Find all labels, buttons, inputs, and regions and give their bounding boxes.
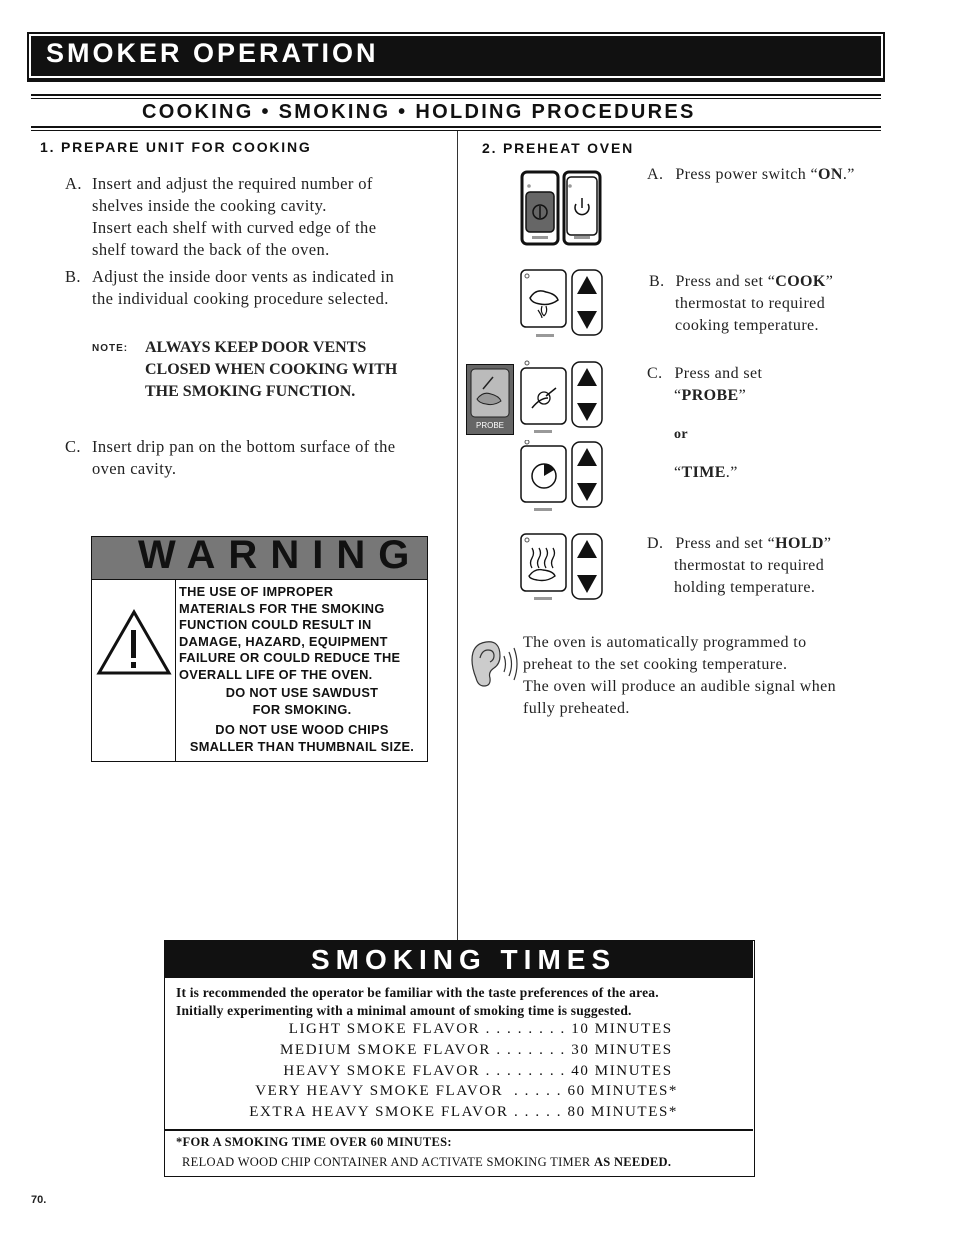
warning-chips: [177, 722, 427, 755]
step-text: Insert drip pan on the bottom surface of the: [92, 437, 396, 456]
step-label: A.: [647, 166, 664, 183]
time-control-icon: [518, 440, 604, 516]
step-text: Insert and adjust the required number of: [92, 174, 373, 193]
step-text: ”: [738, 387, 747, 404]
step-2c-time: [674, 462, 738, 484]
probe-icon: [467, 365, 513, 421]
step-text: holding temperature.: [674, 579, 816, 596]
power-switch-panel: [518, 170, 604, 246]
warning-line: FOR SMOKING.: [252, 701, 352, 717]
step-2a: [647, 164, 855, 186]
warning-line: SMALLER THAN THUMBNAIL SIZE.: [189, 738, 415, 754]
step-text: .”: [842, 166, 855, 183]
warning-line: DO NOT USE SAWDUST: [225, 685, 379, 700]
smoking-time-row: HEAVY SMOKE FLAVOR . . . . . . . . 40 MINUTES: [283, 1063, 678, 1079]
footnote-text: RELOAD WOOD CHIP CONTAINER AND ACTIVATE SMOKING TIMER: [182, 1155, 594, 1169]
column-divider: [457, 131, 458, 941]
note-text: [145, 337, 397, 403]
probe-button: [466, 364, 514, 435]
step-2c-or: or: [674, 427, 689, 442]
subheader-rule-bottom-thin: [31, 130, 881, 131]
signal-line: fully preheated.: [523, 700, 630, 717]
step-text: thermostat to required: [675, 295, 826, 312]
step-label: B.: [649, 273, 665, 290]
step-text: the individual cooking procedure selected.: [92, 289, 389, 308]
footnote-line-2: [182, 1155, 671, 1170]
warning-line: DO NOT USE WOOD CHIPS: [215, 722, 389, 737]
step-text: shelves inside the cooking cavity.: [92, 196, 327, 215]
step-1c: [65, 436, 445, 480]
signal-line: preheat to the set cooking temperature.: [523, 656, 788, 673]
step-2b: [649, 271, 833, 337]
subheader-rule-bottom: [31, 126, 881, 128]
step-text: Press power switch “: [675, 166, 818, 183]
probe-label: PROBE: [475, 421, 504, 430]
footnote-line-1: *FOR A SMOKING TIME OVER 60 MINUTES:: [176, 1135, 452, 1149]
warning-line: MATERIALS FOR THE SMOKING: [179, 600, 385, 616]
note-label: NOTE:: [92, 343, 129, 354]
smoking-times-intro-2: Initially experimenting with a minimal amount of smoking time is suggested.: [176, 1003, 632, 1018]
step-text: Press and set “: [675, 273, 776, 290]
step-text: oven cavity.: [92, 459, 177, 478]
step-text: ”: [823, 535, 832, 552]
section1-heading: 1. PREPARE UNIT FOR COOKING: [40, 139, 312, 155]
step-text: Adjust the inside door vents as indicated in: [92, 267, 395, 286]
step-2c: [647, 363, 762, 407]
warning-line: THE USE OF IMPROPER: [179, 584, 334, 599]
page-number: 70.: [31, 1194, 47, 1206]
step-text: .”: [725, 464, 738, 481]
step-text: cooking temperature.: [675, 317, 819, 334]
step-keyword: HOLD: [775, 535, 824, 552]
step-label: C.: [647, 365, 663, 382]
step-1b: [65, 266, 445, 310]
smoking-time-row: EXTRA HEAVY SMOKE FLAVOR . . . . . 80 MINUTES*: [249, 1104, 678, 1120]
step-text: Insert each shelf with curved edge of the: [92, 218, 377, 237]
note-line: CLOSED WHEN COOKING WITH: [145, 361, 398, 378]
subheader-rule-top-thin: [31, 98, 881, 99]
step-text: Press and set: [674, 365, 763, 382]
step-label: B.: [65, 267, 81, 286]
smoking-times-intro-1: It is recommended the operator be familiar with the taste preferences of the area.: [176, 985, 659, 1000]
step-text: thermostat to required: [674, 557, 825, 574]
step-text: shelf toward the back of the oven.: [92, 240, 330, 259]
warning-triangle-icon: [96, 608, 172, 676]
step-label: D.: [647, 535, 664, 552]
cook-control-icon: [518, 268, 604, 344]
step-keyword: ON: [818, 166, 843, 183]
page-title: SMOKER OPERATION: [46, 38, 379, 68]
warning-text: [179, 584, 400, 683]
warning-title: WARNING: [138, 533, 423, 577]
note-line: THE SMOKING FUNCTION.: [145, 383, 356, 400]
smoking-time-row: VERY HEAVY SMOKE FLAVOR . . . . . 60 MINUTES*: [255, 1083, 678, 1099]
signal-line: The oven will produce an audible signal when: [523, 678, 837, 695]
step-keyword: COOK: [775, 273, 826, 290]
step-label: C.: [65, 437, 81, 456]
smoking-times-separator: [165, 1129, 753, 1131]
hold-control-icon: [518, 532, 604, 604]
smoking-time-row: MEDIUM SMOKE FLAVOR . . . . . . . 30 MINUTES: [280, 1042, 678, 1058]
ear-icon: [462, 636, 518, 692]
warning-line: DAMAGE, HAZARD, EQUIPMENT: [179, 633, 388, 649]
step-label: A.: [65, 174, 82, 193]
step-text: Press and set “: [675, 535, 776, 552]
step-keyword: PROBE: [681, 387, 739, 404]
step-1a: [65, 173, 445, 261]
probe-control-icon: [518, 360, 604, 436]
step-text: “: [674, 387, 682, 404]
smoking-time-row: LIGHT SMOKE FLAVOR . . . . . . . . 10 MINUTES: [288, 1021, 678, 1037]
footnote-keyword: AS NEEDED.: [593, 1155, 672, 1169]
section-title: COOKING • SMOKING • HOLDING PROCEDURES: [142, 101, 696, 123]
signal-line: The oven is automatically programmed to: [523, 634, 807, 651]
header-underline: [27, 79, 885, 82]
warning-line: FUNCTION COULD RESULT IN: [179, 617, 372, 632]
subheader-rule-top: [31, 94, 881, 96]
warning-line: OVERALL LIFE OF THE OVEN.: [179, 666, 373, 682]
smoking-times-title: SMOKING TIMES: [311, 944, 617, 975]
preheat-signal-text: [523, 632, 836, 720]
step-text: “: [674, 464, 682, 481]
section2-heading: 2. PREHEAT OVEN: [482, 140, 634, 156]
step-2d: [647, 533, 831, 599]
warning-sawdust: [177, 685, 427, 718]
warning-line: FAILURE OR COULD REDUCE THE: [179, 650, 401, 665]
step-keyword: TIME: [681, 464, 726, 481]
warning-divider: [175, 580, 176, 761]
note-line: ALWAYS KEEP DOOR VENTS: [145, 339, 367, 356]
step-text: ”: [825, 273, 834, 290]
